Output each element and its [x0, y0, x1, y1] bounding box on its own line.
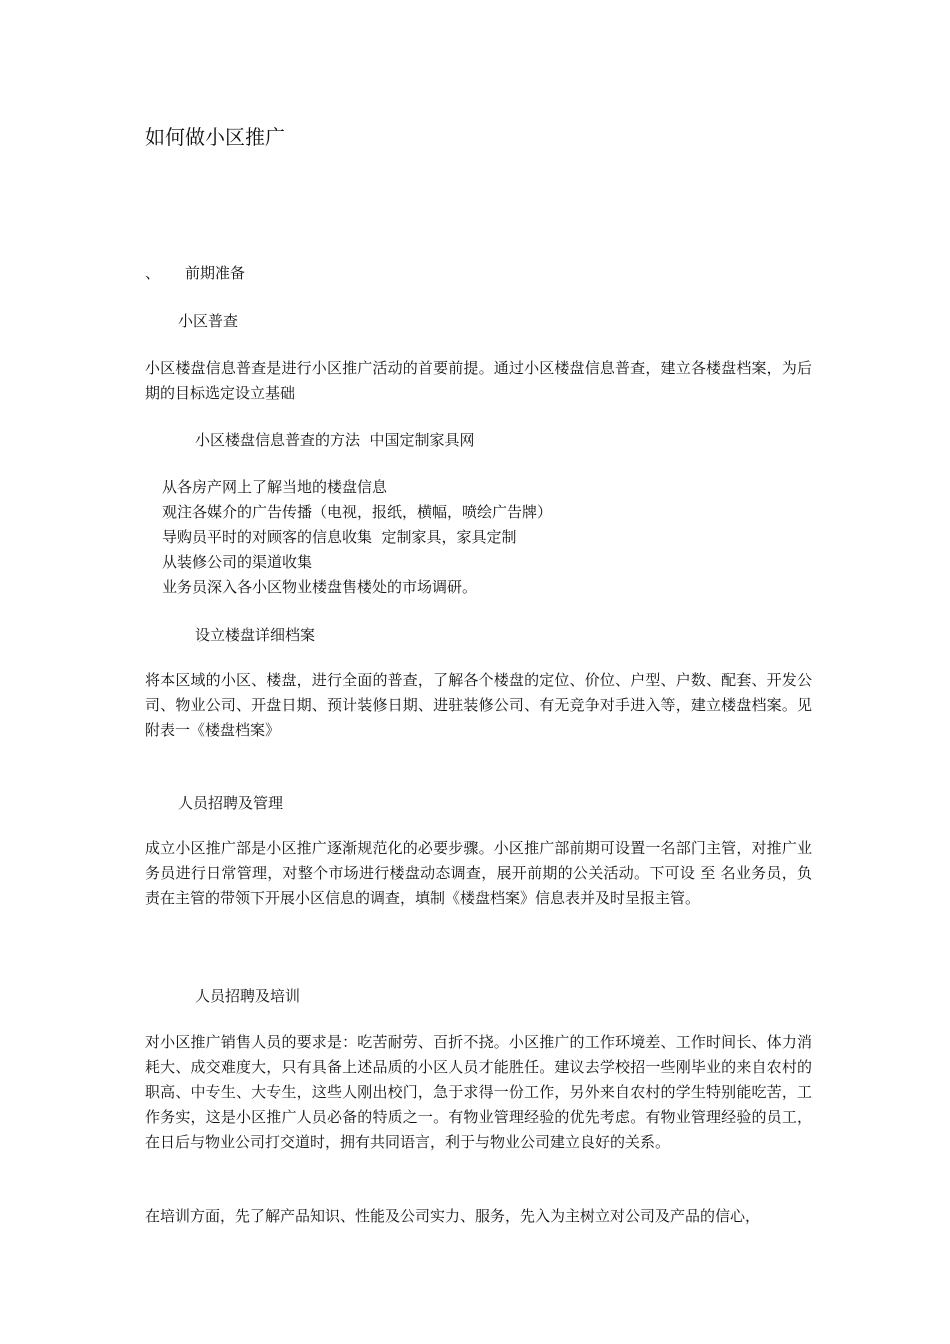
paragraph-training: 在培训方面，先了解产品知识、性能及公司实力、服务，先入为主树立对公司及产品的信心，	[145, 1207, 761, 1225]
method-item: 导购员平时的对顾客的信息收集 定制家具，家具定制	[162, 528, 517, 546]
subheading-recruitment-training: 人员招聘及培训	[195, 987, 301, 1005]
document-title: 如何做小区推广	[145, 125, 285, 149]
paragraph-recruitment-management: 成立小区推广部是小区推广逐渐规范化的必要步骤。小区推广部前期可设置一名部门主管，对推广业务员进行日常管理，对整个市场进行楼盘动态调查，展开前期的公关活动。下可设 至 名业务员，负责在主管的带领下开展小区信息的调查，填制《楼盘档案》信息表并及时呈报主管。	[145, 839, 812, 907]
method-item: 业务员深入各小区物业楼盘售楼处的市场调研。	[162, 578, 478, 596]
section-marker: 、	[145, 264, 161, 282]
method-item: 从装修公司的渠道收集	[162, 553, 313, 571]
paragraph-survey-intro: 小区楼盘信息普查是进行小区推广活动的首要前提。通过小区楼盘信息普查，建立各楼盘档案，为后期的目标选定设立基础	[145, 359, 812, 402]
section-heading-preparation: 前期准备	[185, 264, 246, 282]
subheading-recruitment-management: 人员招聘及管理	[178, 794, 284, 812]
paragraph-sales-requirements: 对小区推广销售人员的要求是：吃苦耐劳、百折不挠。小区推广的工作环境差、工作时间长、体力消耗大、成交难度大，只有具备上述品质的小区人员才能胜任。建议去学校招一些刚毕业的来自农村的职高、中专生、大专生，这些人刚出校门，急于求得一份工作，另外来自农村的学生特别能吃苦，工作务实，这是小区推广人员必备的特质之一。有物业管理经验的优先考虑。有物业管理经验的员工，在日后与物业公司打交道时，拥有共同语言，利于与物业公司建立良好的关系。	[145, 1033, 812, 1151]
subheading-community-survey: 小区普查	[178, 312, 239, 330]
method-item: 从各房产网上了解当地的楼盘信息	[162, 478, 388, 496]
subheading-building-archive: 设立楼盘详细档案	[195, 626, 316, 644]
method-item: 观注各媒介的广告传播（电视，报纸，横幅，喷绘广告牌）	[162, 503, 553, 521]
paragraph-archive: 将本区域的小区、楼盘，进行全面的普查，了解各个楼盘的定位、价位、户型、户数、配套、开发公司、物业公司、开盘日期、预计装修日期、进驻装修公司、有无竞争对手进入等，建立楼盘档案。见附表一《楼盘档案》	[145, 671, 812, 739]
subheading-survey-methods: 小区楼盘信息普查的方法 中国定制家具网	[195, 431, 475, 449]
